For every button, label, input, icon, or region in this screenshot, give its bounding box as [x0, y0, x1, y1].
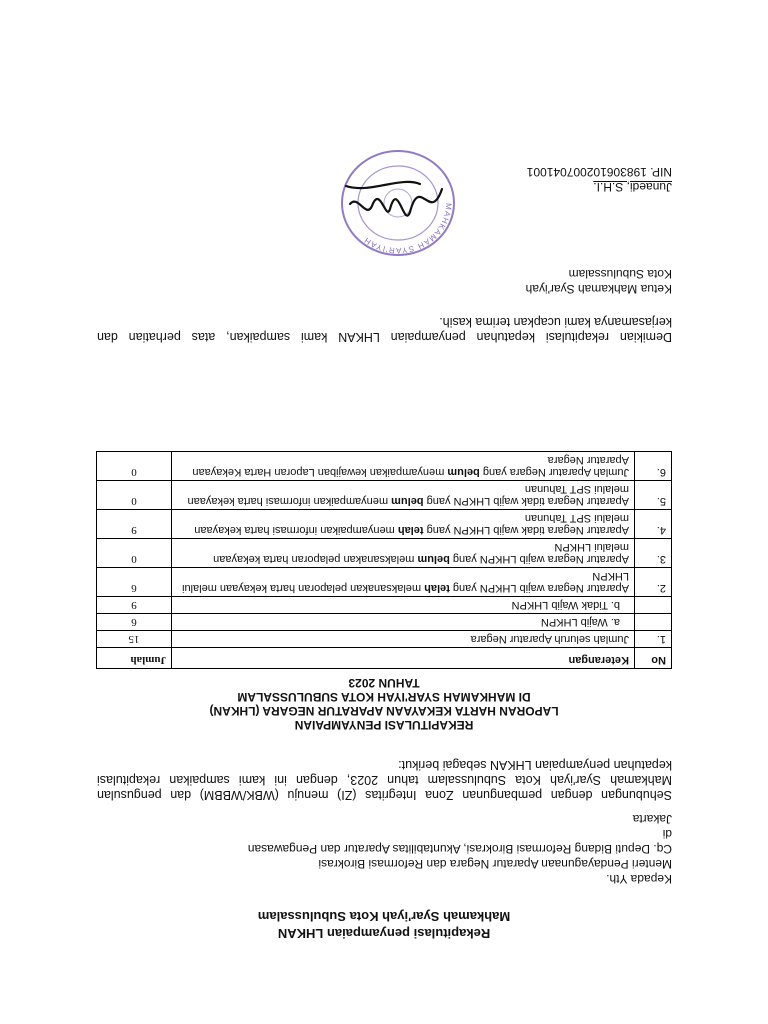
row-number: 5. — [635, 481, 672, 510]
recap-title-line4: TAHUN 2023 — [348, 676, 420, 690]
address-cq: Cq. Deputi Bidang Reformasi Birokrasi, Akuntabilitas Aparatur dan Pengawasan — [247, 842, 672, 856]
signer-nip: NIP. 198306102007041001 — [526, 165, 672, 179]
signer-name: Junaedi, S.H.I. — [593, 180, 672, 194]
stamp-text: MAHKAMAH SYAR'IYAH — [362, 202, 454, 256]
closing-paragraph: Demikian rekapitulasi kepatuhan penyampaian LHKAN kami sampaikan, atas perhatian dan kerjasamanya kami ucapkan terima kasih. — [97, 315, 672, 344]
document-subtitle: Mahkamah Syar'iyah Kota Subulussalam — [257, 909, 511, 924]
row-description: Jumlah seluruh Aparatur Negara — [172, 631, 635, 648]
intro-paragraph: Sehubungan dengan pembangunan Zona Integritas (ZI) menuju (WBK/WBBM) dan pengusulan Mahkamah Syar'iyah Kota Subulussalam tahun 2023, dengan ini kami sampaikan rekapitulasi kepatuhan penyampaian LHKAN sebagai berikut: — [97, 758, 672, 802]
row-description: Aparatur Negara wajib LHKPN yang telah melaksanakan pelaporan harta kekayaan melalui LHKPN — [172, 568, 635, 597]
header-keterangan: Keterangan — [172, 648, 635, 669]
address-di: di — [662, 827, 672, 841]
table-row — [97, 510, 672, 539]
row-number: 4. — [635, 510, 672, 539]
row-number: 2. — [635, 568, 672, 597]
row-value: 9 — [97, 597, 172, 614]
row-number: 1. — [635, 631, 672, 648]
row-value: 9 — [97, 510, 172, 539]
recap-title-line3: DI MAHKAMAH SYAR'IYAH KOTA SUBULUSSALAM — [237, 690, 531, 704]
row-value: 6 — [97, 614, 172, 631]
header-jumlah: Jumlah — [97, 648, 172, 669]
row-description: Aparatur Negara tidak wajib LHKPN yang telah menyampaikan informasi harta kekayaan melalui SPT Tahunan — [172, 510, 635, 539]
document-title: Rekapitulasi penyampaian LHKAN — [277, 926, 491, 941]
row-value: 0 — [97, 452, 172, 481]
signer-position: Ketua Mahkamah Syar'iyah — [525, 282, 672, 296]
row-value: 0 — [97, 481, 172, 510]
table-row — [97, 539, 672, 568]
table-row — [97, 614, 672, 631]
signer-office: Kota Subulussalam — [568, 267, 672, 281]
table-row — [97, 452, 672, 481]
row-description: Jumlah Aparatur Negara yang belum menyampaikan kewajiban Laporan Harta Kekayaan Aparatur Negara — [172, 452, 635, 481]
row-number: 6. — [635, 452, 672, 481]
row-value: 0 — [97, 539, 172, 568]
row-number: 3. — [635, 539, 672, 568]
recap-title-line2: LAPORAN HARTA KEKAYAAN APARATUR NEGARA (LHKAN) — [209, 704, 559, 718]
recap-table — [96, 451, 672, 669]
row-value: 6 — [97, 568, 172, 597]
row-description: b. Tidak Wajib LHKPN — [172, 597, 635, 614]
row-description: Aparatur Negara wajib LHKPN yang belum melaksanakan pelaporan harta kekayaan melalui LHKPN — [172, 539, 635, 568]
table-row — [97, 631, 672, 648]
recap-title-line1: REKAPITULASI PENYAMPAIAN — [294, 718, 474, 732]
table-row — [97, 481, 672, 510]
row-description: a. Wajib LHKPN — [172, 614, 635, 631]
row-number — [635, 614, 672, 631]
table-header-row — [97, 648, 672, 669]
row-number — [635, 597, 672, 614]
header-no: No — [635, 648, 672, 669]
table-row — [97, 597, 672, 614]
address-recipient: Menteri Pendayagunaan Aparatur Negara dan Reformasi Birokrasi — [318, 857, 672, 871]
row-value: 15 — [97, 631, 172, 648]
row-description: Aparatur Negara tidak wajib LHKPN yang belum menyampaikan informasi harta kekayaan melalui SPT Tahunan — [172, 481, 635, 510]
address-salutation: Kepada Yth. — [606, 872, 672, 886]
address-city: Jakarta — [632, 812, 672, 826]
table-row — [97, 568, 672, 597]
